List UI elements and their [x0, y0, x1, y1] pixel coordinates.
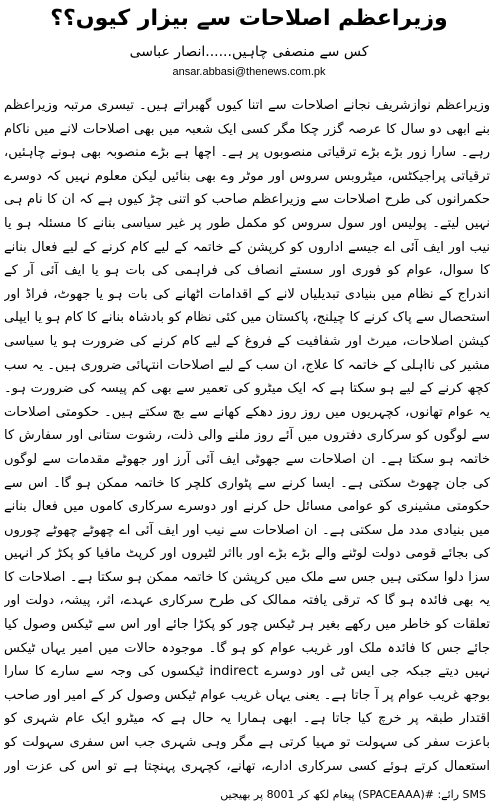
author-email: ansar.abbasi@thenews.com.pk — [172, 66, 326, 78]
article-paragraph: وزیراعظم نوازشریف نجانے اصلاحات سے اتنا کیوں گھبراتے ہیں۔ تیسری مرتبہ وزیراعظم بنے ابھی دو سال کا عرصہ گزر چکا مگر کسی ایک شعبہ میں بھی اصلاحات لانے میں ناکام رہے۔ سارا زور بڑے بڑے ترقیاتی منصوبوں پر ہے۔ اچھا ہے بڑے منصوبہ بھی ہونے چاہئیں، ترقیاتی پراجیکٹس، میٹروبس سروس اور موٹر وے بھی بنائیں لیکن معلوم نہیں کہ دوسرے حکمرانوں کی طرح اصلاحات سے وزیراعظم صاحب کو اتنی چڑ کیوں ہے کہ ان کا نام ہی نہیں لیتے۔ پولیس اور سول سروس کو مکمل طور پر غیر سیاسی بنانے کا مسئلہ ہو یا نیب اور ایف آئی اے جیسے اداروں کو کرپشن کے خاتمہ کے لیے کام کرنے کے لیے فعال بنانے کا سوال، عوام کو فوری اور سستے انصاف کی فراہمی کی بات ہو یا ایف آئی آر کے اندراج کے نظام میں بنیادی تبدیلیاں لانے کے اقدامات اٹھانے کی بات ہو یا جھوٹ، فراڈ اور استحصال سے پاک کرنے کا چیلنج، پاکستان میں کئی نظام کو بادشاہ بنانے کا کام ہو یا ایپلی کیشن اصلاحات، میرٹ اور شفافیت کے فروغ کے لیے کام کرنے کی ضرورت ہو یا سیاسی مشیر کی نااہلی کے خاتمہ کا علاج، ان سب کے لیے اصلاحات انتہائی ضروری ہیں۔ یہ سب کچھ کرنے کے لیے ہو سکتا ہے کہ ایک میٹرو کی تعمیر سے بھی کم پیسہ کی ضرورت ہو۔ یہ عوام تھانوں، کچہریوں میں روز روز دھکے کھانے سے بچ سکتے ہیں۔ حکومتی اصلاحات سے لوگوں کو سرکاری دفتروں میں آئے روز ملنے والی ذلت، رشوت ستانی اور سفارش کا خاتمہ ہو سکتا ہے۔ ان اصلاحات سے جھوٹی ایف آئی آرز اور جھوٹے مقدمات سے لوگوں کی جان چھوٹ سکتی ہے۔ ایسا کرنے سے پٹواری کلچر کا خاتمہ ممکن ہو گا۔ اس سے حکومتی مشینری کو عوامی مسائل حل کرنے اور دوسرے سرکاری کاموں میں فعال بنانے میں بنیادی مدد مل سکتی ہے۔ ان اصلاحات سے نیب اور ایف آئی اے چھوٹے چھوٹے چوروں کی بجائے قومی دولت لوٹنے والے بڑے بڑے اور بااثر لٹیروں اور کرپٹ مافیا کو پکڑ کر انہیں سزا دلوا سکتی ہیں جس سے ملک میں کرپشن کا خاتمہ ممکن ہو سکتا ہے۔ اصلاحات کا یہ بھی فائدہ ہو گا کہ ترقی یافتہ ممالک کی طرح سرکاری عہدے، اثر، پیشہ، دولت اور تعلقات کو خاطر میں رکھے بغیر ہر ٹیکس چور کو پکڑا جائے اور اس سے ٹیکس وصول کیا جائے جس کا فائدہ ملک اور غریب عوام کو ہو گا۔ موجودہ حالات میں امیر یہاں ٹیکس نہیں دیتے جبکہ جی ایس ٹی اور دوسرے indirect ٹیکسوں کی وجہ سے سارے کا سارا بوجھ غریب عوام پر آ جاتا ہے۔ یعنی یہاں غریب عوام ٹیکس وصول کر کے امیر اور صاحب اقتدار طبقہ پر خرچ کیا جاتا ہے۔ ابھی ہمارا یہ حال ہے کہ میٹرو ایک عام شہری کو باعزت سفر کی سہولت تو مہیا کرتی ہے مگر وہی شہری جب اس سفری سہولت کو استعمال کرتے ہوئے کسی سرکاری ادارے، تھانے، کچہری پہنچتا ہے تو اس کی عزت اور — [4, 98, 490, 774]
article-title: وزیراعظم اصلاحات سے بیزار کیوں؟؟ — [50, 6, 448, 31]
column-byline: کس سے منصفی چاہیں......انصار عباسی — [129, 44, 369, 60]
sms-footer: SMS رائے: #(SPACEAAA) پیغام لکھ کر 8001 پر بھیجیں — [220, 788, 486, 801]
article-body — [4, 94, 490, 778]
